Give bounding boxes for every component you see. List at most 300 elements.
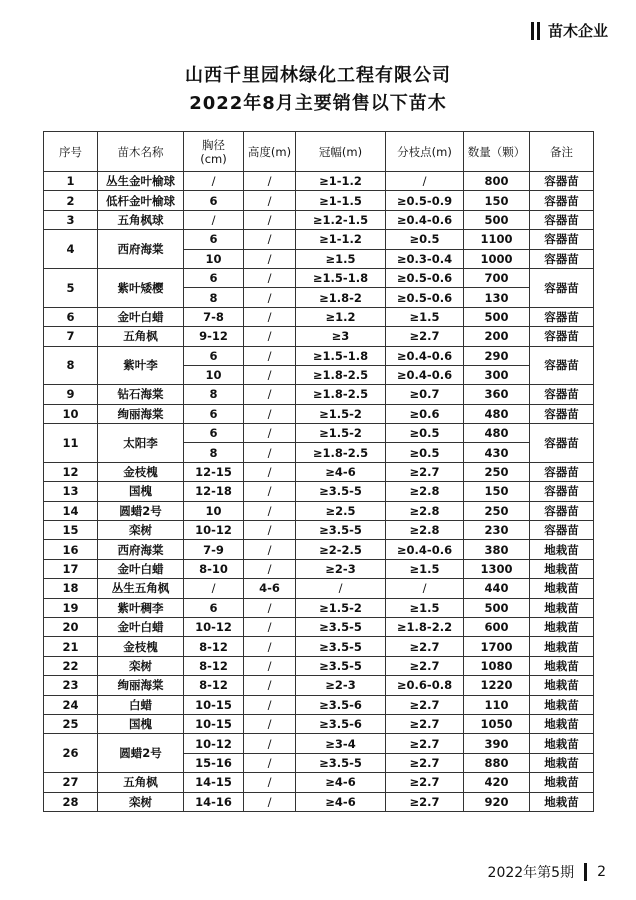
table-cell: / [244, 482, 296, 501]
table-cell: ≥0.6 [386, 404, 464, 423]
table-row [44, 482, 594, 501]
table-cell: 7 [44, 327, 98, 346]
table-cell: ≥2.7 [386, 714, 464, 733]
table-cell: 9-12 [184, 327, 244, 346]
table-cell: 地栽苗 [530, 637, 594, 656]
table-cell: ≥2.7 [386, 753, 464, 772]
table-cell: / [244, 714, 296, 733]
table-cell: 6 [184, 346, 244, 365]
table-cell: ≥0.5-0.9 [386, 191, 464, 210]
table-cell: / [244, 501, 296, 520]
table-cell: ≥0.4-0.6 [386, 210, 464, 229]
table-cell: 250 [464, 501, 530, 520]
table-cell: 7-9 [184, 540, 244, 559]
table-cell: 栾树 [98, 521, 184, 540]
table-cell: ≥3.5-6 [296, 714, 386, 733]
table-cell: ≥2.7 [386, 637, 464, 656]
table-cell: / [244, 385, 296, 404]
table-cell: 容器苗 [530, 424, 594, 463]
table-row [44, 559, 594, 578]
table-cell: / [244, 346, 296, 365]
table-cell: 地栽苗 [530, 753, 594, 772]
table-row [44, 792, 594, 811]
table-cell: 390 [464, 734, 530, 753]
table-cell: ≥2.7 [386, 656, 464, 675]
table-cell: ≥1.2-1.5 [296, 210, 386, 229]
table-cell: 低杆金叶榆球 [98, 191, 184, 210]
table-row [44, 424, 594, 443]
header-remark: 备注 [530, 132, 594, 172]
table-cell: 绚丽海棠 [98, 404, 184, 423]
table-cell: 920 [464, 792, 530, 811]
table-cell: 容器苗 [530, 482, 594, 501]
table-cell: / [244, 617, 296, 636]
table-row [44, 327, 594, 346]
table-cell: 金枝槐 [98, 637, 184, 656]
table-row [44, 714, 594, 733]
table-cell: 12 [44, 462, 98, 481]
table-cell: 五角枫 [98, 773, 184, 792]
table-cell: ≥4-6 [296, 773, 386, 792]
table-cell: ≥1.8-2.5 [296, 365, 386, 384]
table-cell: / [244, 307, 296, 326]
table-cell: 容器苗 [530, 191, 594, 210]
table-row [44, 462, 594, 481]
table-cell: 紫叶稠李 [98, 598, 184, 617]
table-cell: 6 [184, 191, 244, 210]
table-cell: 150 [464, 191, 530, 210]
table-cell: 1050 [464, 714, 530, 733]
table-cell: 绚丽海棠 [98, 676, 184, 695]
table-cell: 1700 [464, 637, 530, 656]
table-cell: 地栽苗 [530, 559, 594, 578]
page-footer [488, 862, 606, 882]
table-row [44, 191, 594, 210]
table-cell: 6 [184, 230, 244, 249]
table-cell: / [244, 288, 296, 307]
table-cell: / [244, 521, 296, 540]
table-cell: ≥3.5-5 [296, 617, 386, 636]
table-cell: 地栽苗 [530, 792, 594, 811]
table-cell: 紫叶李 [98, 346, 184, 385]
page-number: 2 [597, 864, 606, 880]
table-cell: 五角枫 [98, 327, 184, 346]
table-cell: ≥1.5-2 [296, 598, 386, 617]
table-cell: ≥2.7 [386, 734, 464, 753]
table-cell: 8 [184, 385, 244, 404]
table-cell: 容器苗 [530, 268, 594, 307]
table-cell: ≥3.5-5 [296, 656, 386, 675]
table-cell: / [184, 210, 244, 229]
table-cell: 1300 [464, 559, 530, 578]
table-cell: ≥3.5-5 [296, 482, 386, 501]
table-cell: / [296, 579, 386, 598]
table-cell: 10 [44, 404, 98, 423]
table-cell: 19 [44, 598, 98, 617]
table-cell: / [184, 579, 244, 598]
table-cell: ≥1.5 [386, 307, 464, 326]
table-row [44, 210, 594, 229]
table-cell: ≥0.5 [386, 424, 464, 443]
table-cell: / [244, 637, 296, 656]
table-cell: ≥1.5 [386, 598, 464, 617]
table-cell: 地栽苗 [530, 734, 594, 753]
table-cell: 地栽苗 [530, 579, 594, 598]
table-row [44, 656, 594, 675]
table-cell: 容器苗 [530, 230, 594, 249]
table-cell: 4 [44, 230, 98, 269]
table-cell: 480 [464, 424, 530, 443]
table-cell: 金枝槐 [98, 462, 184, 481]
table-cell: 230 [464, 521, 530, 540]
table-cell: 130 [464, 288, 530, 307]
table-cell: ≥2.5 [296, 501, 386, 520]
table-cell: 国槐 [98, 482, 184, 501]
table-cell: 290 [464, 346, 530, 365]
table-cell: 23 [44, 676, 98, 695]
table-row [44, 540, 594, 559]
table-cell: 10-15 [184, 695, 244, 714]
table-cell: 容器苗 [530, 462, 594, 481]
header-diameter: 胸径 (cm) [184, 132, 244, 172]
table-row [44, 268, 594, 287]
table-row [44, 346, 594, 365]
issue-label: 2022年第5期 [487, 865, 575, 881]
table-cell: 容器苗 [530, 385, 594, 404]
table-cell: 14-15 [184, 773, 244, 792]
table-cell: 18 [44, 579, 98, 598]
table-cell: 20 [44, 617, 98, 636]
table-cell: 1100 [464, 230, 530, 249]
table-cell: 容器苗 [530, 346, 594, 385]
table-cell: ≥4-6 [296, 792, 386, 811]
table-cell: 西府海棠 [98, 230, 184, 269]
table-cell: ≥1-1.5 [296, 191, 386, 210]
table-cell: 24 [44, 695, 98, 714]
table-cell: ≥0.4-0.6 [386, 365, 464, 384]
table-cell: ≥2.7 [386, 773, 464, 792]
table-cell: ≥2.7 [386, 327, 464, 346]
section-label: 苗木企业 [547, 22, 608, 40]
table-cell: ≥2.7 [386, 462, 464, 481]
table-cell: 150 [464, 482, 530, 501]
table-cell: 五角枫球 [98, 210, 184, 229]
table-row [44, 501, 594, 520]
table-cell: 5 [44, 268, 98, 307]
table-cell: / [244, 559, 296, 578]
table-cell: 国槐 [98, 714, 184, 733]
table-cell: 25 [44, 714, 98, 733]
table-cell: 600 [464, 617, 530, 636]
table-cell: ≥0.3-0.4 [386, 249, 464, 268]
table-cell: ≥1.8-2.5 [296, 443, 386, 462]
table-cell: 700 [464, 268, 530, 287]
table-cell: ≥0.4-0.6 [386, 540, 464, 559]
footer-separator [584, 863, 587, 881]
table-cell: 6 [184, 404, 244, 423]
table-cell: 6 [184, 598, 244, 617]
table-cell: 地栽苗 [530, 598, 594, 617]
table-cell: 17 [44, 559, 98, 578]
table-cell: / [244, 404, 296, 423]
table-cell: 栾树 [98, 792, 184, 811]
table-cell: 200 [464, 327, 530, 346]
table-cell: / [244, 230, 296, 249]
table-cell: 8 [184, 443, 244, 462]
table-row [44, 404, 594, 423]
table-cell: / [244, 656, 296, 675]
table-cell: 1 [44, 172, 98, 191]
table-cell: 8 [184, 288, 244, 307]
table-row [44, 695, 594, 714]
table-cell: ≥2.7 [386, 695, 464, 714]
table-cell: 800 [464, 172, 530, 191]
table-cell: 地栽苗 [530, 773, 594, 792]
table-cell: ≥2-2.5 [296, 540, 386, 559]
table-header-row [44, 132, 594, 172]
table-cell: 10 [184, 249, 244, 268]
table-cell: 容器苗 [530, 521, 594, 540]
table-cell: ≥1-1.2 [296, 172, 386, 191]
table-cell: 8-10 [184, 559, 244, 578]
table-cell: 22 [44, 656, 98, 675]
table-cell: ≥0.5 [386, 230, 464, 249]
table-cell: ≥0.7 [386, 385, 464, 404]
table-row [44, 617, 594, 636]
table-cell: ≥1.5 [296, 249, 386, 268]
table-cell: ≥2.8 [386, 501, 464, 520]
table-cell: / [244, 598, 296, 617]
table-row [44, 172, 594, 191]
table-cell: 430 [464, 443, 530, 462]
table-cell: ≥1.5-2 [296, 404, 386, 423]
table-cell: 4-6 [244, 579, 296, 598]
table-cell: / [244, 695, 296, 714]
table-cell: 金叶白蜡 [98, 307, 184, 326]
table-cell: 容器苗 [530, 327, 594, 346]
header-index: 序号 [44, 132, 98, 172]
table-cell: 地栽苗 [530, 695, 594, 714]
table-cell: 480 [464, 404, 530, 423]
table-cell: / [244, 249, 296, 268]
table-cell: 14-16 [184, 792, 244, 811]
table-cell: / [244, 773, 296, 792]
header-name: 苗木名称 [98, 132, 184, 172]
table-cell: 钻石海棠 [98, 385, 184, 404]
header-quantity: 数量（颗） [464, 132, 530, 172]
table-cell: ≥1.5 [386, 559, 464, 578]
table-cell: 容器苗 [530, 210, 594, 229]
table-cell: / [386, 579, 464, 598]
table-cell: 880 [464, 753, 530, 772]
table-cell: ≥0.5 [386, 443, 464, 462]
table-cell: 28 [44, 792, 98, 811]
table-row [44, 579, 594, 598]
table-cell: 27 [44, 773, 98, 792]
table-cell: 420 [464, 773, 530, 792]
table-cell: 8-12 [184, 656, 244, 675]
table-cell: / [244, 540, 296, 559]
title-block [0, 63, 636, 117]
table-cell: 8-12 [184, 637, 244, 656]
table-cell: ≥3 [296, 327, 386, 346]
table-cell: ≥1.8-2.5 [296, 385, 386, 404]
table-cell: 1080 [464, 656, 530, 675]
table-cell: 500 [464, 210, 530, 229]
table-cell: 14 [44, 501, 98, 520]
table-cell: ≥2.7 [386, 792, 464, 811]
table-cell: 10-12 [184, 734, 244, 753]
table-cell: 10-12 [184, 521, 244, 540]
table-cell: 15 [44, 521, 98, 540]
table-cell: / [244, 191, 296, 210]
table-cell: 8 [44, 346, 98, 385]
table-cell: 10 [184, 501, 244, 520]
table-cell: ≥0.4-0.6 [386, 346, 464, 365]
table-row [44, 230, 594, 249]
table-cell: / [244, 443, 296, 462]
table-cell: ≥3.5-6 [296, 695, 386, 714]
header-crown: 冠幅(m) [296, 132, 386, 172]
table-cell: 容器苗 [530, 307, 594, 326]
table-cell: / [244, 424, 296, 443]
table-cell: 10-15 [184, 714, 244, 733]
table-cell: 金叶白蜡 [98, 617, 184, 636]
table-cell: / [244, 753, 296, 772]
table-cell: 容器苗 [530, 501, 594, 520]
header-branch: 分枝点(m) [386, 132, 464, 172]
table-cell: 8-12 [184, 676, 244, 695]
table-row [44, 598, 594, 617]
seedling-table [43, 131, 594, 812]
table-cell: 容器苗 [530, 404, 594, 423]
table-cell: 12-18 [184, 482, 244, 501]
table-cell: ≥2-3 [296, 559, 386, 578]
company-title: 山西千里园林绿化工程有限公司 [185, 65, 451, 86]
table-cell: 500 [464, 307, 530, 326]
table-cell: 地栽苗 [530, 656, 594, 675]
table-cell: ≥1.5-1.8 [296, 346, 386, 365]
table-cell: 金叶白蜡 [98, 559, 184, 578]
table-row [44, 773, 594, 792]
table-cell: ≥2-3 [296, 676, 386, 695]
table-cell: 栾树 [98, 656, 184, 675]
table-cell: 2 [44, 191, 98, 210]
table-cell: 西府海棠 [98, 540, 184, 559]
table-row [44, 676, 594, 695]
table-cell: / [244, 210, 296, 229]
table-cell: 6 [184, 424, 244, 443]
section-bars-icon [531, 22, 540, 40]
table-cell: / [244, 327, 296, 346]
table-cell: 容器苗 [530, 172, 594, 191]
table-body [44, 172, 594, 812]
table-cell: 圆蜡2号 [98, 501, 184, 520]
table-cell: 地栽苗 [530, 540, 594, 559]
table-cell: 7-8 [184, 307, 244, 326]
table-cell: / [244, 734, 296, 753]
table-cell: 500 [464, 598, 530, 617]
table-cell: 13 [44, 482, 98, 501]
table-cell: ≥1.2 [296, 307, 386, 326]
table-cell: 11 [44, 424, 98, 463]
table-cell: / [184, 172, 244, 191]
table-cell: 9 [44, 385, 98, 404]
table-cell: 1220 [464, 676, 530, 695]
table-cell: 26 [44, 734, 98, 773]
table-cell: / [244, 792, 296, 811]
table-cell: ≥3.5-5 [296, 637, 386, 656]
table-cell: ≥0.6-0.8 [386, 676, 464, 695]
table-cell: 16 [44, 540, 98, 559]
table-cell: 紫叶矮樱 [98, 268, 184, 307]
table-cell: 6 [44, 307, 98, 326]
table-cell: / [386, 172, 464, 191]
table-cell: ≥1.5-2 [296, 424, 386, 443]
table-cell: 太阳李 [98, 424, 184, 463]
table-row [44, 307, 594, 326]
table-cell: 地栽苗 [530, 617, 594, 636]
table-cell: 440 [464, 579, 530, 598]
table-row [44, 521, 594, 540]
document-subtitle: 2022年8月主要销售以下苗木 [189, 93, 447, 114]
table-cell: 250 [464, 462, 530, 481]
table-cell: 1000 [464, 249, 530, 268]
table-cell: / [244, 365, 296, 384]
table-cell: / [244, 268, 296, 287]
table-cell: 地栽苗 [530, 714, 594, 733]
table-cell: ≥2.8 [386, 482, 464, 501]
table-cell: 丛生金叶榆球 [98, 172, 184, 191]
table-cell: ≥3.5-5 [296, 753, 386, 772]
table-row [44, 385, 594, 404]
table-cell: ≥2.8 [386, 521, 464, 540]
section-tag [531, 20, 608, 41]
table-cell: 地栽苗 [530, 676, 594, 695]
table-cell: / [244, 462, 296, 481]
table-cell: 白蜡 [98, 695, 184, 714]
table-cell: 21 [44, 637, 98, 656]
table-cell: ≥3-4 [296, 734, 386, 753]
table-cell: 圆蜡2号 [98, 734, 184, 773]
table-cell: 3 [44, 210, 98, 229]
header-height: 高度(m) [244, 132, 296, 172]
table-row [44, 637, 594, 656]
table-cell: ≥1.8-2.2 [386, 617, 464, 636]
table-cell: ≥1-1.2 [296, 230, 386, 249]
table-cell: ≥4-6 [296, 462, 386, 481]
table-row [44, 734, 594, 753]
table-cell: 110 [464, 695, 530, 714]
table-cell: 6 [184, 268, 244, 287]
table-cell: / [244, 172, 296, 191]
table-cell: 380 [464, 540, 530, 559]
table-cell: 300 [464, 365, 530, 384]
table-cell: ≥1.8-2 [296, 288, 386, 307]
table-cell: 10-12 [184, 617, 244, 636]
table-cell: 丛生五角枫 [98, 579, 184, 598]
table-cell: / [244, 676, 296, 695]
table-cell: 12-15 [184, 462, 244, 481]
table-cell: ≥0.5-0.6 [386, 268, 464, 287]
table-cell: 15-16 [184, 753, 244, 772]
table-cell: ≥1.5-1.8 [296, 268, 386, 287]
table-cell: 360 [464, 385, 530, 404]
table-cell: 容器苗 [530, 249, 594, 268]
table-cell: 10 [184, 365, 244, 384]
table-cell: ≥3.5-5 [296, 521, 386, 540]
table-cell: ≥0.5-0.6 [386, 288, 464, 307]
